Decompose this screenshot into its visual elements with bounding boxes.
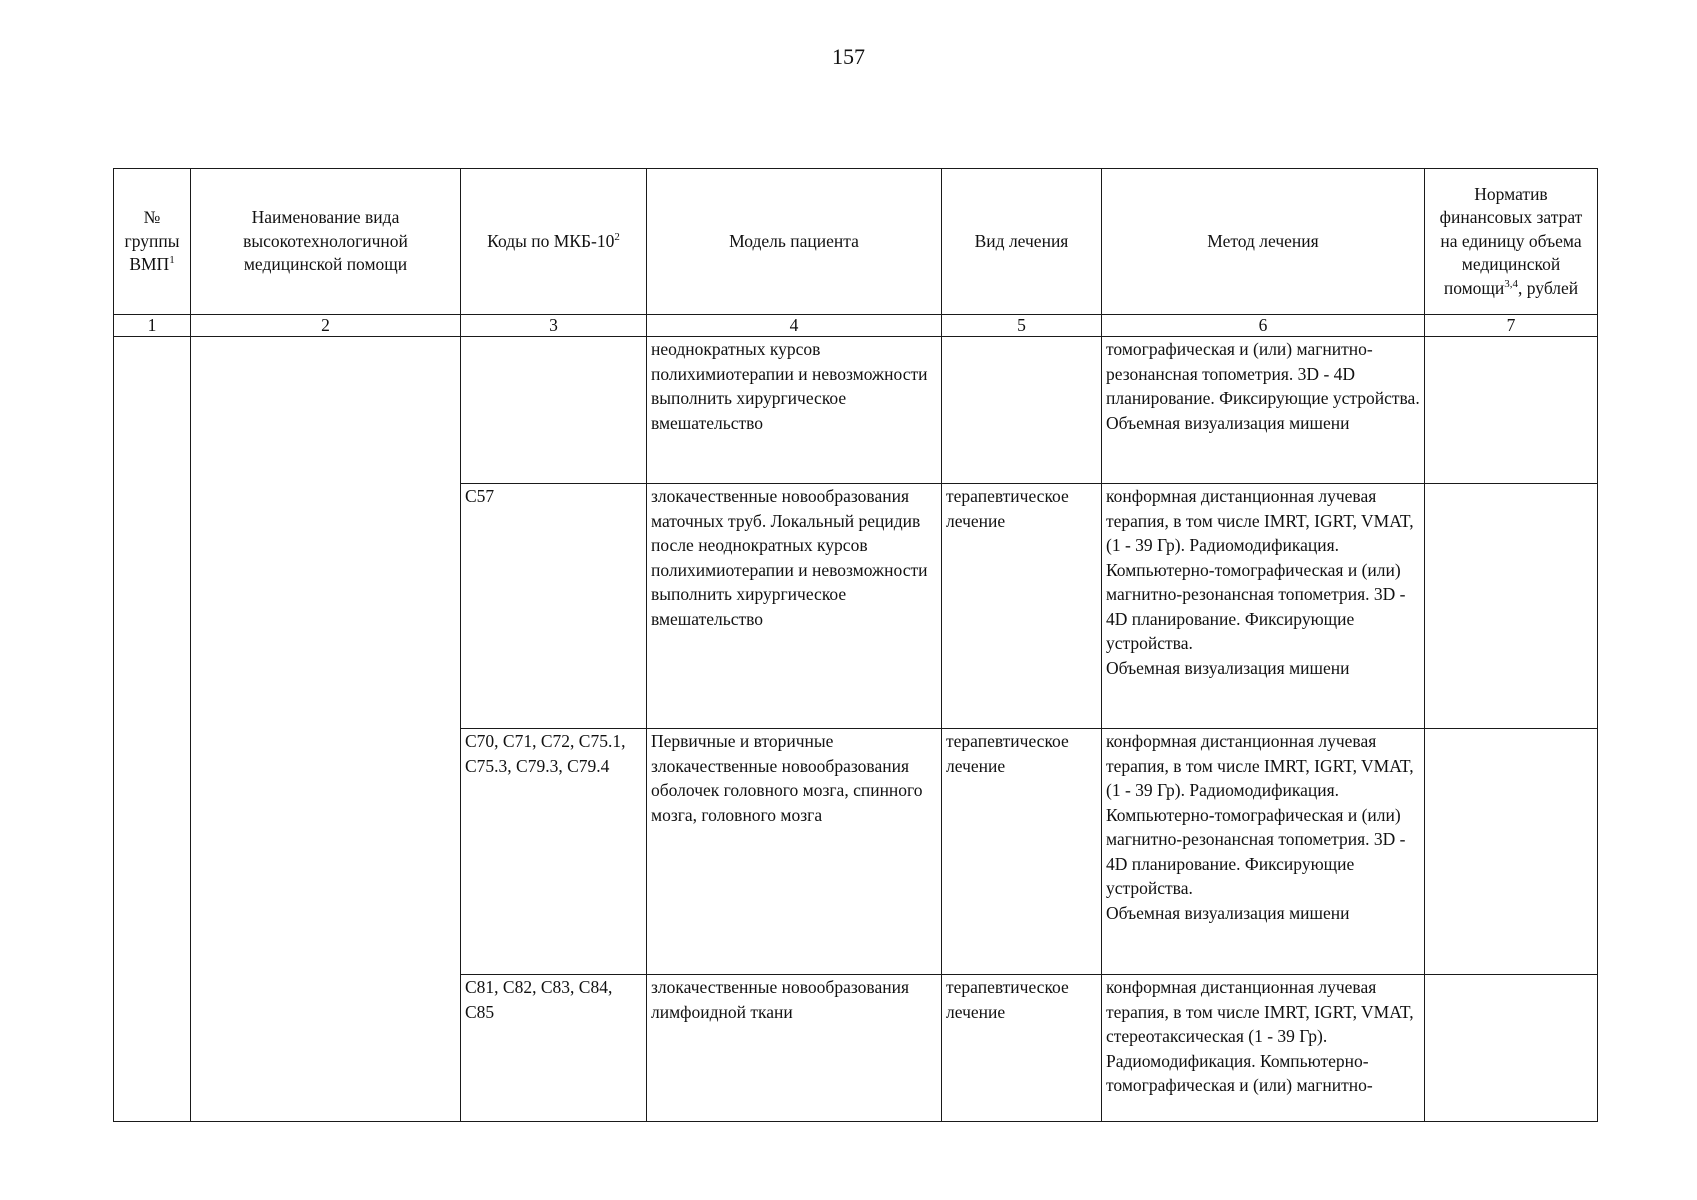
column-number: 5: [942, 315, 1102, 337]
cost-norm-cell: [1425, 729, 1598, 975]
treatment-type-cell: терапевтическое лечение: [942, 729, 1102, 975]
patient-model-cell: неоднократных курсов полихимиотерапии и невозможности выполнить хирургическое вмешательство: [647, 337, 942, 484]
header-treatment-type: Вид лечения: [942, 169, 1102, 315]
treatment-method-cell: конформная дистанционная лучевая терапия, в том числе IMRT, IGRT, VMAT, (1 - 39 Гр). Радиомодификация. Компьютерно-томографическая и (или) магнитно-резонансная топометрия. 3D - 4D планирование. Фиксирующие устройства. Объемная визуализация мишени: [1102, 484, 1425, 729]
icd-codes-cell: [461, 337, 647, 484]
icd-codes-cell: C81, C82, C83, C84, C85: [461, 975, 647, 1122]
patient-model-cell: злокачественные новообразования маточных труб. Локальный рецидив после неоднократных курсов полихимиотерапии и невозможности выполнить хирургическое вмешательство: [647, 484, 942, 729]
patient-model-cell: злокачественные новообразования лимфоидной ткани: [647, 975, 942, 1122]
header-icd-codes: Коды по МКБ-$10^2$: [461, 169, 647, 315]
table-row: [114, 337, 1598, 484]
column-number: 1: [114, 315, 191, 337]
vmp-table: [113, 168, 1598, 1122]
cost-norm-cell: [1425, 337, 1598, 484]
header-treatment-method: Метод лечения: [1102, 169, 1425, 315]
treatment-type-cell: [942, 337, 1102, 484]
header-vmp-name: Наименование вида высокотехнологичной медицинской помощи: [191, 169, 461, 315]
cost-norm-cell: [1425, 484, 1598, 729]
patient-model-cell: Первичные и вторичные злокачественные новообразования оболочек головного мозга, спинного мозга, головного мозга: [647, 729, 942, 975]
icd-codes-cell: C57: [461, 484, 647, 729]
treatment-method-cell: конформная дистанционная лучевая терапия, в том числе IMRT, IGRT, VMAT, стереотаксическая (1 - 39 Гр). Радиомодификация. Компьютерно-томографическая и (или) магнитно-: [1102, 975, 1425, 1122]
vmp-name-cell: [191, 337, 461, 1122]
column-number: 2: [191, 315, 461, 337]
column-number: 3: [461, 315, 647, 337]
treatment-method-cell: конформная дистанционная лучевая терапия, в том числе IMRT, IGRT, VMAT, (1 - 39 Гр). Радиомодификация. Компьютерно-томографическая и (или) магнитно-резонансная топометрия. 3D - 4D планирование. Фиксирующие устройства. Объемная визуализация мишени: [1102, 729, 1425, 975]
treatment-type-cell: терапевтическое лечение: [942, 484, 1102, 729]
page-number: 157: [832, 44, 865, 69]
column-number: 4: [647, 315, 942, 337]
group-number-cell: [114, 337, 191, 1122]
treatment-type-cell: терапевтическое лечение: [942, 975, 1102, 1122]
treatment-method-cell: томографическая и (или) магнитно-резонансная топометрия. 3D - 4D планирование. Фиксирующие устройства. Объемная визуализация мишени: [1102, 337, 1425, 484]
header-patient-model: Модель пациента: [647, 169, 942, 315]
header-group-number: № группы ВМП$^1$: [114, 169, 191, 315]
column-number-row: [114, 315, 1598, 337]
column-number: 6: [1102, 315, 1425, 337]
header-row: [114, 169, 1598, 315]
icd-codes-cell: C70, C71, C72, C75.1, C75.3, C79.3, C79.4: [461, 729, 647, 975]
header-cost-norm: Норматив финансовых затрат на единицу объема медицинской помощи$^{3,4}$, рублей: [1425, 169, 1598, 315]
cost-norm-cell: [1425, 975, 1598, 1122]
column-number: 7: [1425, 315, 1598, 337]
